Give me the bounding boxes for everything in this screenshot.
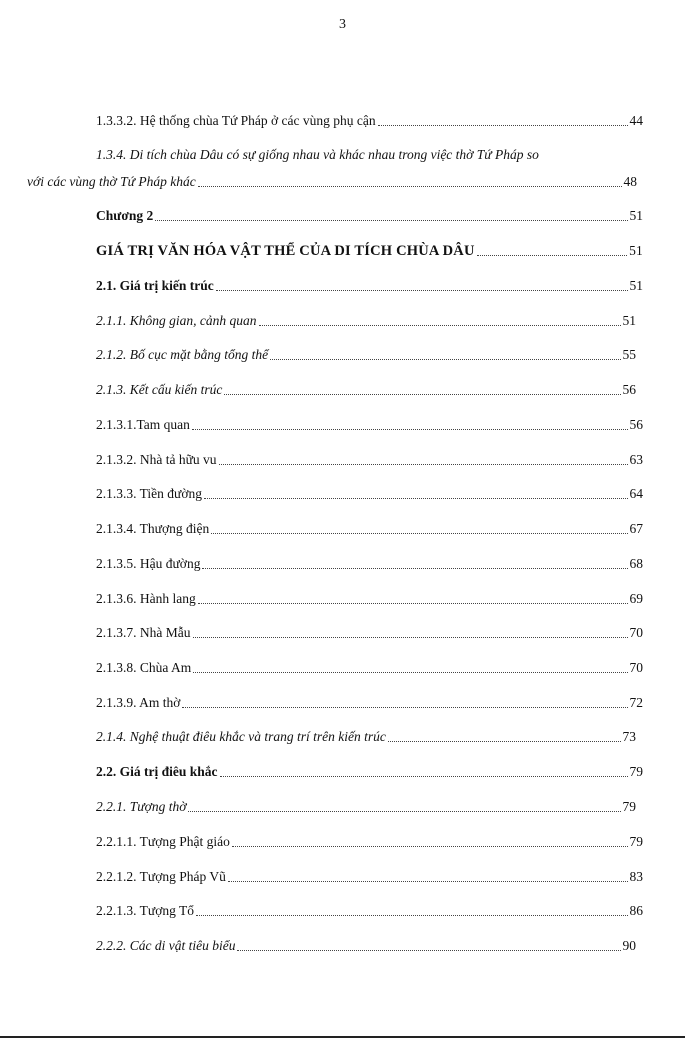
toc-entry-page: 51 (629, 243, 643, 258)
toc-entry-label: GIÁ TRỊ VĂN HÓA VẬT THỂ CỦA DI TÍCH CHÙA DÂU (96, 243, 475, 259)
leader-dots (196, 914, 628, 916)
toc-entry-2-2-1-3[interactable] (96, 902, 643, 920)
toc-entry-label: 2.1. Giá trị kiến trúc (96, 278, 214, 293)
leader-dots (228, 880, 628, 882)
leader-dots (270, 358, 620, 360)
toc-entry-chapter-2-title[interactable] (96, 242, 643, 260)
toc-entry-page: 48 (623, 174, 637, 189)
toc-entry-label: 2.2.1. Tượng thờ (96, 799, 187, 814)
toc-entry-label: 2.1.3.4. Thượng điện (96, 521, 210, 536)
toc-entry-2-2-1-2[interactable] (96, 868, 643, 886)
leader-dots (224, 393, 620, 395)
toc-entry-label: 2.2.2. Các di vật tiêu biểu (96, 938, 236, 953)
toc-entry-label: 1.3.3.2. Hệ thống chùa Tứ Pháp ở các vùng phụ cận (96, 113, 376, 128)
toc-entry-1-3-4[interactable] (27, 173, 637, 191)
toc-entry-label: 2.2.1.1. Tượng Phật giáo (96, 834, 230, 849)
toc-entry-page: 51 (622, 313, 636, 328)
toc-entry-page: 79 (629, 834, 643, 849)
toc-entry-2-1-3-5[interactable] (96, 555, 643, 573)
toc-entry-label: 2.1.3. Kết cấu kiến trúc (96, 382, 223, 397)
toc-entry-label: 2.1.3.6. Hành lang (96, 591, 196, 606)
leader-dots (192, 428, 628, 430)
leader-dots (378, 124, 628, 126)
toc-entry-2-1-3-2[interactable] (96, 451, 643, 469)
toc-entry-label: 2.1.2. Bố cục mặt bằng tổng thể (96, 347, 269, 362)
toc-entry-label: 2.2.1.3. Tượng Tổ (96, 903, 194, 918)
toc-entry-page: 56 (622, 382, 636, 397)
leader-dots (204, 497, 628, 499)
toc-entry-2-2[interactable] (96, 763, 643, 781)
toc-entry-2-1-3-7[interactable] (96, 624, 643, 642)
leader-dots (182, 706, 627, 708)
toc-entry-page: 90 (622, 938, 636, 953)
leader-dots (237, 949, 620, 951)
toc-entry-label: 2.1.3.8. Chùa Am (96, 660, 192, 675)
leader-dots (259, 324, 621, 326)
toc-entry-page: 70 (629, 625, 643, 640)
toc-entry-2-2-1[interactable] (96, 798, 636, 816)
toc-entry-label: 2.2. Giá trị điêu khắc (96, 764, 218, 779)
toc-entry-2-1-3-8[interactable] (96, 659, 643, 677)
toc-entry-page: 63 (629, 452, 643, 467)
toc-entry-2-1-3-3[interactable] (96, 485, 643, 503)
toc-entry-page: 70 (629, 660, 643, 675)
leader-dots (193, 636, 628, 638)
toc-entry-label: 2.1.1. Không gian, cảnh quan (96, 313, 257, 328)
toc-entry-2-1-3-9[interactable] (96, 694, 643, 712)
leader-dots (216, 289, 628, 291)
leader-dots (388, 740, 621, 742)
toc-entry-page: 64 (629, 486, 643, 501)
toc-entry-2-1-2[interactable] (96, 346, 636, 364)
toc-entry-page: 86 (629, 903, 643, 918)
toc-entry-page: 68 (629, 556, 643, 571)
toc-entry-2-1-4[interactable] (96, 728, 636, 746)
toc-entry-2-1-3-1[interactable] (96, 416, 643, 434)
toc-entry-page: 72 (629, 695, 643, 710)
leader-dots (219, 463, 628, 465)
toc-entry-label: 2.1.4. Nghệ thuật điêu khắc và trang trí trên kiến trúc (96, 729, 386, 744)
leader-dots (188, 810, 620, 812)
toc-entry-label: 2.1.3.3. Tiền đường (96, 486, 202, 501)
toc-entry-label: Chương 2 (96, 208, 154, 223)
leader-dots (211, 532, 627, 534)
toc-entry-label: 2.1.3.9. Am thờ (96, 695, 181, 710)
leader-dots (155, 219, 627, 221)
toc-entry-2-1-3[interactable] (96, 381, 636, 399)
toc-entry-page: 51 (629, 278, 643, 293)
page-number: 3 (339, 17, 346, 32)
toc-entry-page: 67 (629, 521, 643, 536)
toc-entry-page: 79 (622, 799, 636, 814)
toc-entry-1-3-3-2[interactable] (96, 112, 643, 130)
toc-entry-page: 56 (629, 417, 643, 432)
toc-entry-2-1[interactable] (96, 277, 643, 295)
toc-entry-label: 2.1.3.2. Nhà tả hữu vu (96, 452, 217, 467)
toc-entry-label: 2.1.3.7. Nhà Mẫu (96, 625, 191, 640)
leader-dots (477, 254, 627, 256)
toc-entry-chapter-2[interactable] (96, 207, 643, 225)
toc-entry-2-2-1-1[interactable] (96, 833, 643, 851)
leader-dots (220, 775, 628, 777)
toc-entry-page: 69 (629, 591, 643, 606)
toc-entry-page: 44 (629, 113, 643, 128)
toc-entry-page: 79 (629, 764, 643, 779)
toc-entry-page: 55 (622, 347, 636, 362)
leader-dots (232, 845, 628, 847)
toc-entry-page: 51 (629, 208, 643, 223)
toc-entry-label: 2.1.3.5. Hậu đường (96, 556, 201, 571)
toc-entry-2-2-2[interactable] (96, 937, 636, 955)
toc-entry-label: 2.2.1.2. Tượng Pháp Vũ (96, 869, 226, 884)
toc-entry-1-3-4-line1[interactable]: 1.3.4. Di tích chùa Dâu có sự giống nhau và khác nhau trong việc thờ Tứ Pháp so (96, 147, 539, 162)
leader-dots (193, 671, 627, 673)
toc-entry-2-1-3-4[interactable] (96, 520, 643, 538)
toc-entry-label: với các vùng thờ Tứ Pháp khác (27, 174, 196, 189)
toc-entry-2-1-3-6[interactable] (96, 590, 643, 608)
toc-entry-label: 2.1.3.1.Tam quan (96, 417, 190, 432)
toc-entry-page: 83 (629, 869, 643, 884)
leader-dots (198, 185, 622, 187)
toc-entry-2-1-1[interactable] (96, 312, 636, 330)
leader-dots (202, 567, 627, 569)
leader-dots (198, 602, 628, 604)
toc-entry-page: 73 (622, 729, 636, 744)
